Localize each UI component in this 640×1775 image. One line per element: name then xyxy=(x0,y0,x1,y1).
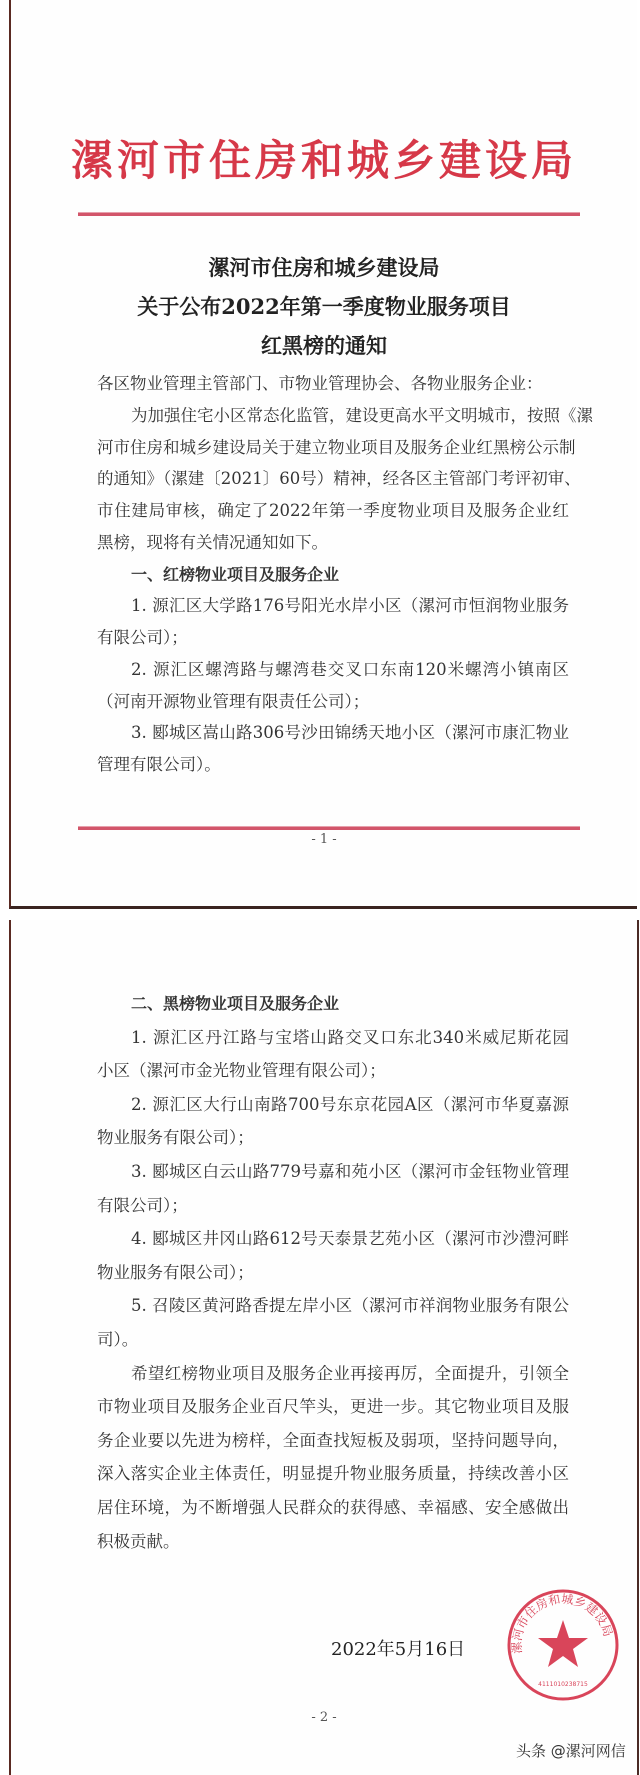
title-line: 关于公布2022年第一季度物业服务项目 xyxy=(137,294,511,319)
paragraph-line: 4. 郾城区井冈山路612号天泰景艺苑小区（漯河市沙澧河畔 xyxy=(131,1229,569,1249)
paragraph-line: 希望红榜物业项目及服务企业再接再厉，全面提升，引领全 xyxy=(131,1363,569,1383)
paragraph-line: 居住环境，为不断增强人民群众的获得感、幸福感、安全感做出 xyxy=(97,1497,569,1517)
official-seal-stamp xyxy=(506,1588,620,1702)
paragraph-line: 市物业项目及服务企业百尺竿头，更进一步。其它物业项目及服 xyxy=(97,1397,569,1417)
paragraph-line: 物业服务有限公司）； xyxy=(97,1128,254,1148)
paragraph-line: 1. 源汇区丹江路与宝塔山路交叉口东北340米威尼斯花园 xyxy=(131,1027,569,1047)
paragraph-line: 5. 召陵区黄河路香提左岸小区（漯河市祥润物业服务有限公 xyxy=(131,1296,569,1316)
paragraph-line: 管理有限公司）。 xyxy=(97,755,221,774)
document-title xyxy=(11,248,637,365)
paragraph-line: 黑榜，现将有关情况通知如下。 xyxy=(97,532,328,552)
paragraph-line: 有限公司）； xyxy=(97,1195,188,1215)
section-heading: 一、红榜物业项目及服务企业 xyxy=(131,564,340,584)
paragraph-line: 河市住房和城乡建设局关于建立物业项目及服务企业红黑榜公示制 xyxy=(97,437,576,457)
stamp-text: 漯河市住房和城乡建设局 xyxy=(509,1591,616,1655)
paragraph-line: 务企业要以先进为榜样，全面查找短板及弱项，坚持问题导向， xyxy=(97,1430,569,1450)
issue-date: 2022年5月16日 xyxy=(331,1639,466,1660)
paragraph-line: 2. 源汇区大行山南路700号东京花园A区（漯河市华夏嘉源 xyxy=(131,1094,569,1114)
paragraph-line: 3. 郾城区嵩山路306号沙田锦绣天地小区（漯河市康汇物业 xyxy=(131,723,569,743)
footer-rule xyxy=(78,826,580,830)
letterhead-title: 漯河市住房和城乡建设局 xyxy=(70,136,577,185)
paragraph-line: 积极贡献。 xyxy=(97,1531,180,1551)
section-heading: 二、黑榜物业项目及服务企业 xyxy=(131,994,340,1013)
paragraph-line: 市住建局审核，确定了2022年第一季度物业项目及服务企业红 xyxy=(97,501,569,520)
document-page-2 xyxy=(9,920,639,1775)
paragraph-line: 司）。 xyxy=(97,1329,139,1349)
letterhead-rule xyxy=(78,212,580,216)
title-line: 漯河市住房和城乡建设局 xyxy=(208,255,440,280)
paragraph-line: 1. 源汇区大学路176号阳光水岸小区（漯河市恒润物业服务 xyxy=(131,596,569,616)
paragraph-line: 的通知》（漯建〔2021〕60号）精神，经各区主管部门考评初审、 xyxy=(97,469,581,489)
paragraph-line: 深入落实企业主体责任，明显提升物业服务质量，持续改善小区 xyxy=(97,1464,569,1484)
paragraph-line: （河南开源物业管理有限责任公司）； xyxy=(97,691,370,711)
page-number: - 2 - xyxy=(311,1710,337,1725)
paragraph-line: 3. 郾城区白云山路779号嘉和苑小区（漯河市金钰物业管理 xyxy=(131,1161,569,1181)
title-line: 红黑榜的通知 xyxy=(261,333,387,358)
document-body xyxy=(97,987,569,1558)
paragraph-line: 物业服务有限公司）； xyxy=(97,1262,254,1282)
paragraph-line: 为加强住宅小区常态化监管，建设更高水平文明城市，按照《漯 xyxy=(131,405,593,425)
page-number: - 1 - xyxy=(311,832,337,847)
paragraph-line: 2. 源汇区螺湾路与螺湾巷交叉口东南120米螺湾小镇南区 xyxy=(131,659,569,679)
document-page-1 xyxy=(9,0,637,909)
document-body xyxy=(97,368,593,781)
paragraph-line: 各区物业管理主管部门、市物业管理协会、各物业服务企业： xyxy=(97,374,543,393)
paragraph-line: 有限公司）； xyxy=(97,628,188,647)
paragraph-line: 小区（漯河市金光物业管理有限公司）； xyxy=(97,1061,386,1081)
source-watermark: 头条 @漯河网信 xyxy=(516,1742,626,1760)
stamp-code: 4111010238715 xyxy=(538,1681,588,1688)
